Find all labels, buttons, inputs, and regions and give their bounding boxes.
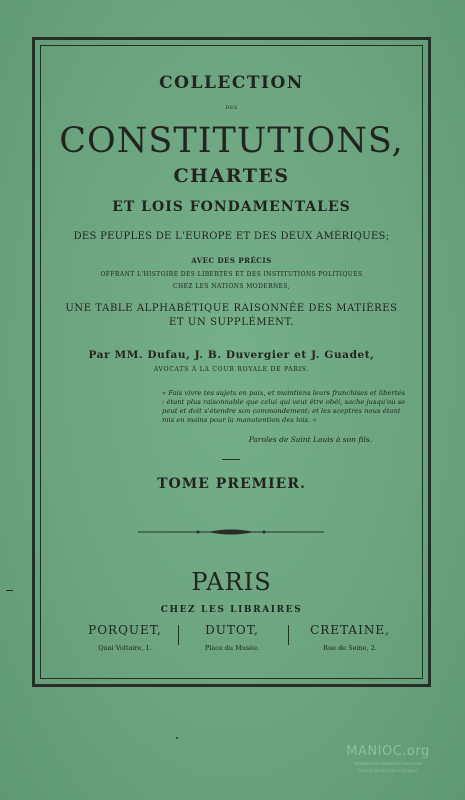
bookseller-address: Rue de Seine, 2. xyxy=(323,644,377,652)
imprint-city: PARIS xyxy=(191,568,272,596)
heading-des: DES xyxy=(225,105,238,111)
bookseller-porquet xyxy=(75,623,175,652)
heading-constitutions: CONSTITUTIONS, xyxy=(59,121,404,161)
imprint-chez-les-libraires: CHEZ LES LIBRAIRES xyxy=(160,605,303,615)
booksellers-row xyxy=(40,623,423,657)
manioc-watermark xyxy=(318,744,458,773)
heading-collection: COLLECTION xyxy=(159,73,304,93)
bookseller-address: Quai Voltaire, 1. xyxy=(98,644,152,652)
watermark-line: Conseil général de la Guyane xyxy=(358,768,418,773)
bookseller-name: DUTOT, xyxy=(205,623,259,637)
epigraph-quote: « Fais vivre tes sujets en paix, et maintiens leurs franchises et libertés : étant plus raisonnable que celui qui veut être obéi, sache jusqu'où se peut et doit s'étendre son commandement; et les sceptres nous étant mis en mains pour la manutention des lois. » xyxy=(162,389,406,424)
authors-affiliation: AVOCATS À LA COUR ROYALE DE PARIS. xyxy=(153,366,310,373)
margin-mark xyxy=(6,590,13,591)
bookseller-cretaine xyxy=(295,623,405,652)
ornamental-divider xyxy=(138,527,324,537)
epigraph-attribution: Paroles de Saint Louis à son fils. xyxy=(248,435,372,444)
bookseller-dutot xyxy=(182,623,282,652)
bookseller-separator xyxy=(178,625,179,645)
bookseller-address: Place du Musée. xyxy=(204,644,260,652)
subtitle-peuples: DES PEUPLES DE L'EUROPE ET DES DEUX AMÉRIQUES; xyxy=(73,231,390,242)
subtitle-table-alphabetique: UNE TABLE ALPHABÉTIQUE RAISONNÉE DES MATIÈRES xyxy=(65,303,398,314)
heading-lois-fondamentales: ET LOIS FONDAMENTALES xyxy=(112,199,351,215)
subtitle-supplement: ET UN SUPPLÉMENT. xyxy=(168,317,295,328)
authors-line: Par MM. Dufau, J. B. Duvergier et J. Guadet, xyxy=(88,349,375,361)
watermark-line: Bibliothèque Alexandre Franconie xyxy=(354,761,422,766)
subtitle-nations: CHEZ LES NATIONS MODERNES, xyxy=(172,283,291,290)
subtitle-avec-des-precis: AVEC DES PRÉCIS xyxy=(191,256,272,265)
watermark-title: MANIOC.org xyxy=(346,744,430,759)
heading-chartes: CHARTES xyxy=(173,165,290,187)
subtitle-offrant: OFFRANT L'HISTOIRE DES LIBERTÉS ET DES INSTITUTIONS POLITIQUES xyxy=(100,271,363,278)
bookseller-name: PORQUET, xyxy=(88,623,162,637)
short-divider-rule xyxy=(222,459,240,460)
volume-label: TOME PREMIER. xyxy=(157,476,306,492)
paper-speck xyxy=(176,737,178,739)
bookseller-separator xyxy=(288,625,289,645)
bookseller-name: CRETAINE, xyxy=(310,623,390,637)
